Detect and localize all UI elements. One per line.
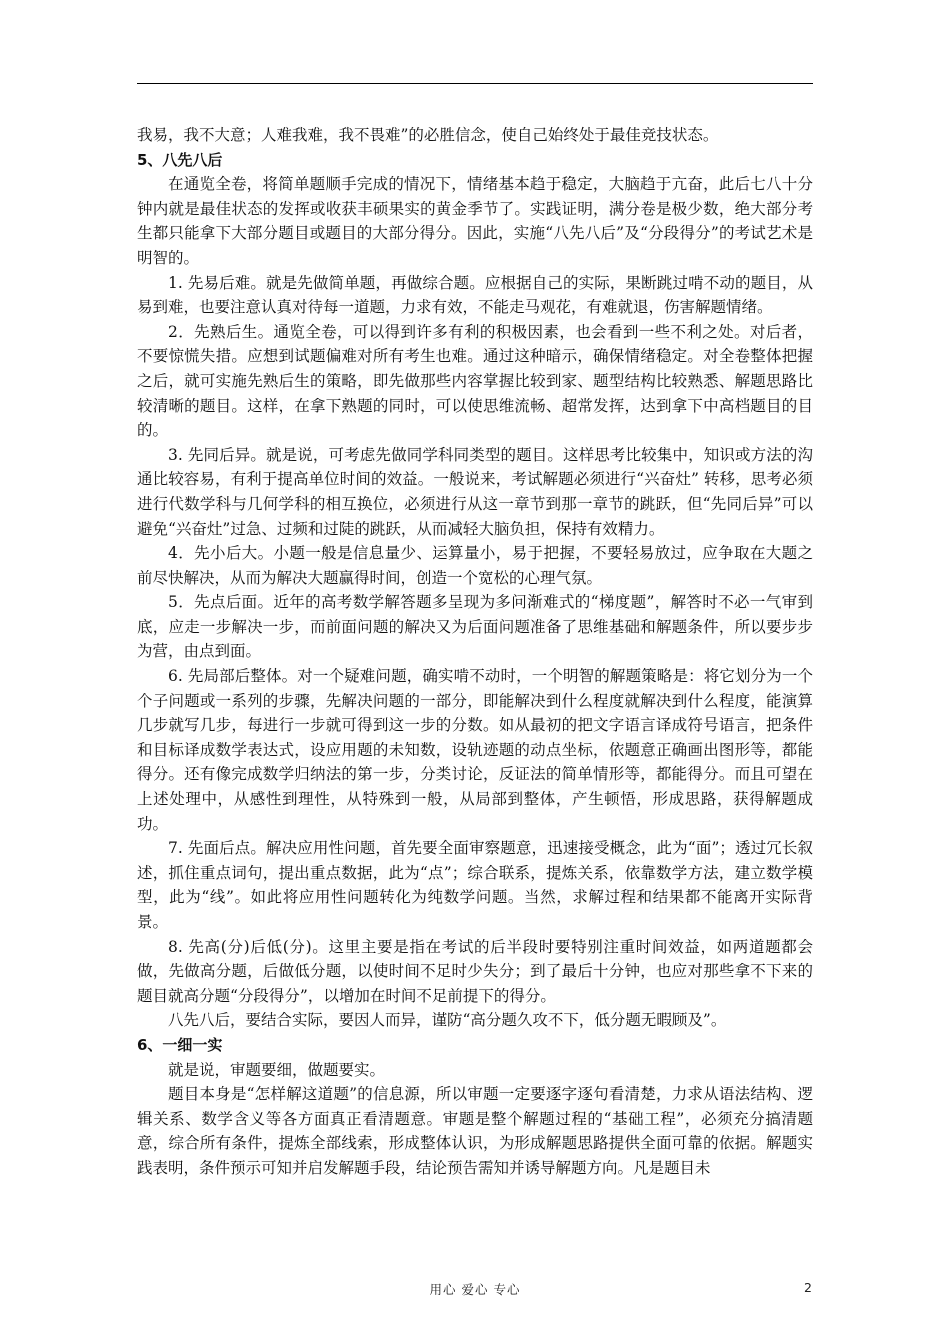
paragraph: 我易，我不大意；人难我难，我不畏难”的必胜信念，使自己始终处于最佳竞技状态。 — [137, 126, 719, 144]
paragraph: 3. 先同后异。就是说，可考虑先做同学科同类型的题目。这样思考比较集中，知识或方法的沟通比较容易，有利于提高单位时间的效益。一般说来，考试解题必须进行“兴奋灶” 转移，思考必须进行代数学科与几何学科的相互换位，必须进行从这一章节到那一章节的跳跃，但“先同后异”可以避免“兴奋灶”过急、过频和过陡的跳跃，从而减轻大脑负担，保持有效精力。 — [137, 445, 813, 538]
paragraph: 4．先小后大。小题一般是信息量少、运算量小，易于把握，不要轻易放过，应争取在大题之前尽快解决，从而为解决大题赢得时间，创造一个宽松的心理气氛。 — [137, 544, 813, 587]
paragraph: 在通览全卷，将简单题顺手完成的情况下，情绪基本趋于稳定，大脑趋于亢奋，此后七八十分钟内就是最佳状态的发挥或收获丰硕果实的黄金季节了。实践证明，满分卷是极少数，绝大部分考生都只能拿下大部分题目或题目的大部分得分。因此，实施“八先八后”及“分段得分”的考试艺术是明智的。 — [137, 175, 813, 267]
header-rule — [137, 83, 813, 84]
paragraph: 题目本身是“怎样解这道题”的信息源，所以审题一定要逐字逐句看清楚，力求从语法结构、逻辑关系、数学含义等各方面真正看清题意。审题是整个解题过程的“基础工程”，必须充分搞清题意，综合所有条件，提炼全部线索，形成整体认识，为形成解题思路提供全面可靠的依据。解题实践表明，条件预示可知并启发解题手段，结论预告需知并诱导解题方向。凡是题目未 — [137, 1085, 813, 1177]
footer-slogan: 用心 爱心 专心 — [429, 1282, 521, 1297]
paragraph: 7. 先面后点。解决应用性问题，首先要全面审察题意，迅速接受概念，此为“面”；透过冗长叙述，抓住重点词句，提出重点数据，此为“点”；综合联系，提炼关系，依靠数学方法，建立数学模型，此为“线”。如此将应用性问题转化为纯数学问题。当然，求解过程和结果都不能离开实际背景。 — [137, 839, 813, 931]
paragraph: 5．先点后面。近年的高考数学解答题多呈现为多问渐难式的“梯度题”，解答时不必一气审到底，应走一步解决一步，而前面问题的解决又为后面问题准备了思维基础和解题条件，所以要步步为营，由点到面。 — [137, 593, 813, 661]
paragraph: 八先八后，要结合实际，要因人而异，谨防“高分题久攻不下，低分题无暇顾及”。 — [168, 1011, 727, 1030]
paragraph: 6. 先局部后整体。对一个疑难问题，确实啃不动时，一个明智的解题策略是：将它划分为一个个子问题或一系列的步骤，先解决问题的一部分，即能解决到什么程度就解决到什么程度，能演算几步就写几步，每进行一步就可得到这一步的分数。如从最初的把文字语言译成符号语言，把条件和目标译成数学表达式，设应用题的未知数，设轨迹题的动点坐标，依题意正确画出图形等，都能得分。还有像完成数学归纳法的第一步，分类讨论，反证法的简单情形等，都能得分。而且可望在上述处理中，从感性到理性，从特殊到一般，从局部到整体，产生顿悟，形成思路，获得解题成功。 — [137, 667, 813, 833]
paragraph: 1. 先易后难。就是先做简单题，再做综合题。应根据自己的实际，果断跳过啃不动的题目，从易到难，也要注意认真对待每一道题，力求有效，不能走马观花，有难就退，伤害解题情绪。 — [137, 273, 813, 317]
section-heading: 5、八先八后 — [137, 150, 223, 169]
paragraph: 2．先熟后生。通览全卷，可以得到许多有利的积极因素，也会看到一些不利之处。对后者，不要惊慌失措。应想到试题偏难对所有考生也难。通过这种暗示，确保情绪稳定。对全卷整体把握之后，就可实施先熟后生的策略，即先做那些内容掌握比较到家、题型结构比较熟悉、解题思路比较清晰的题目。这样，在拿下熟题的同时，可以使思维流畅、超常发挥，达到拿下中高档题目的目的。 — [137, 322, 813, 440]
page-number: 2 — [804, 1280, 812, 1295]
section-heading: 6、一细一实 — [137, 1035, 223, 1054]
paragraph: 8. 先高(分)后低(分)。这里主要是指在考试的后半段时要特别注重时间效益，如两道题都会做，先做高分题，后做低分题，以使时间不足时少失分；到了最后十分钟，也应对那些拿不下来的题目就高分题“分段得分”，以增加在时间不足前提下的得分。 — [137, 937, 813, 1005]
document-body — [137, 123, 813, 1181]
paragraph: 就是说，审题要细，做题要实。 — [168, 1060, 386, 1079]
